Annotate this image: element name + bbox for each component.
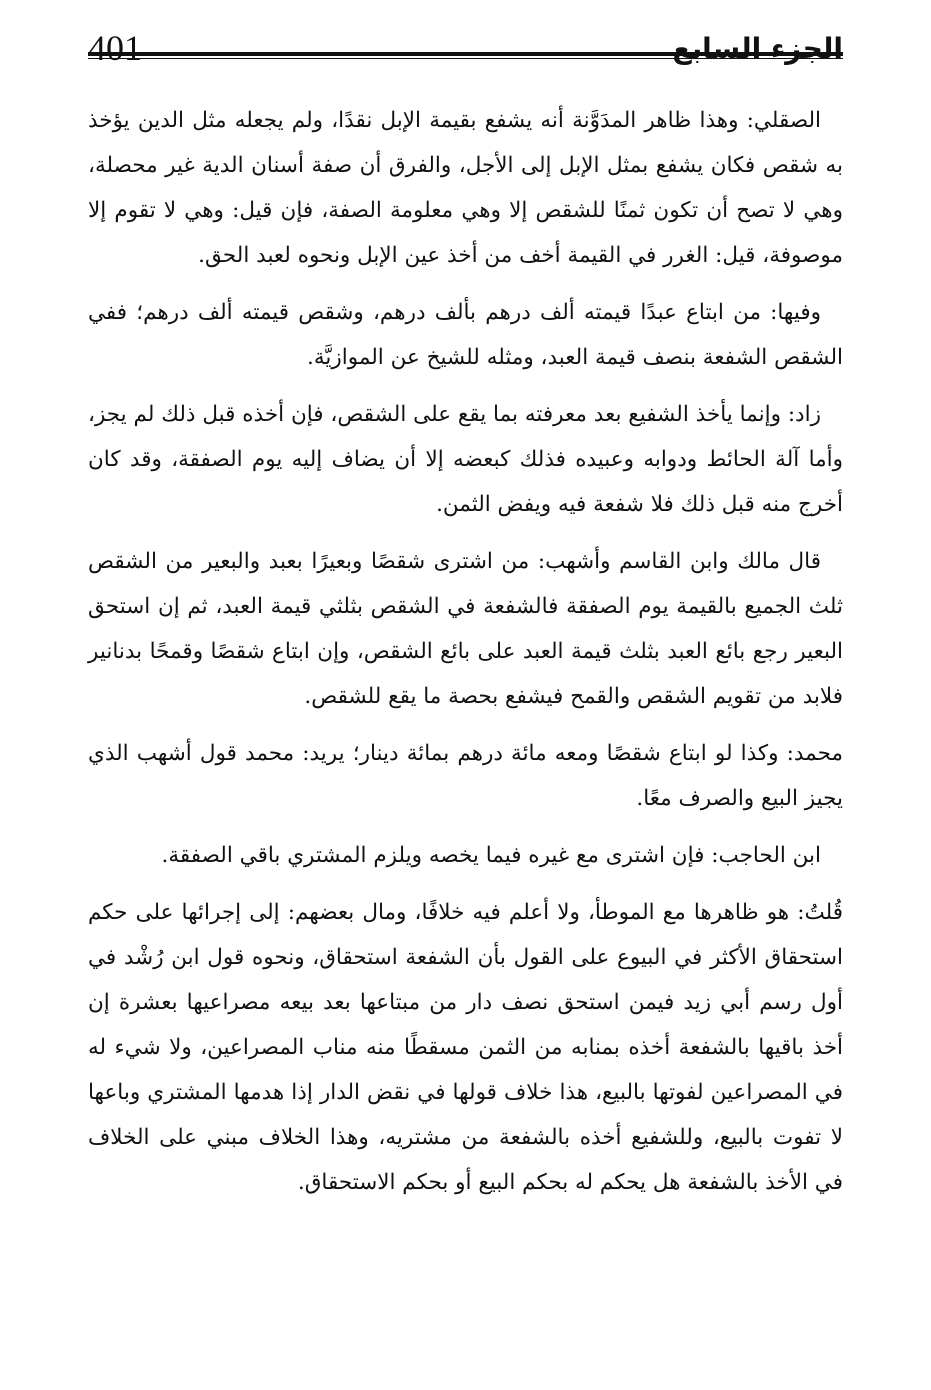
paragraph-4: قال مالك وابن القاسم وأشهب: من اشترى شقصًا وبعيرًا بعبد والبعير من الشقص ثلث الجميع بالقيمة يوم الصفقة فالشفعة في الشقص بثلثي قيمة العبد، ثم إن استحق البعير رجع بائع العبد بثلث قيمة العبد على بائع الشقص، وإن ابتاع شقصًا وقمحًا بدنانير فلابد من تقويم الشقص والقمح فيشفع بحصة ما يقع للشقص. [88,549,843,709]
paragraph-5: محمد: وكذا لو ابتاع شقصًا ومعه مائة درهم بمائة دينار؛ يريد: محمد قول أشهب الذي يجيز البيع والصرف معًا. [88,741,843,811]
section-title: الجزء السابع [672,32,843,65]
paragraph-6: ابن الحاجب: فإن اشترى مع غيره فيما يخصه ويلزم المشتري باقي الصفقة. [161,843,821,868]
body-text [88,98,843,1217]
paragraph-1: الصقلي: وهذا ظاهر المدَوَّنة أنه يشفع بقيمة الإبل نقدًا، ولم يجعله مثل الدين يؤخذ به شقص فكان يشفع بمثل الإبل إلى الأجل، والفرق أن صفة أسنان الدية غير محصلة، وهي لا تصح أن تكون ثمنًا للشقص إلا وهي معلومة الصفة، فإن قيل: وهي لا تقوم إلا موصوفة، قيل: الغرر في القيمة أخف من أخذ عين الإبل ونحوه لعبد الحق. [88,108,843,268]
header-divider [88,52,843,59]
paragraph-2: وفيها: من ابتاع عبدًا قيمته ألف درهم بألف درهم، وشقص قيمته ألف درهم؛ ففي الشقص الشفعة بنصف قيمة العبد، ومثله للشيخ عن الموازيَّة. [88,300,843,370]
paragraph-3: زاد: وإنما يأخذ الشفيع بعد معرفته بما يقع على الشقص، فإن أخذه قبل ذلك لم يجز، وأما آلة الحائط ودوابه وعبيده فذلك كبعضه إلا أن يضاف إليه يوم الصفقة، وقد كان أخرج منه قبل ذلك فلا شفعة فيه ويفض الثمن. [88,402,843,517]
paragraph-7: قُلتُ: هو ظاهرها مع الموطأ، ولا أعلم فيه خلافًا، ومال بعضهم: إلى إجرائها على حكم استحقاق الأكثر في البيوع على القول بأن الشفعة استحقاق، ونحوه قول ابن رُشْد في أول رسم أبي زيد فيمن استحق نصف دار من مبتاعها بعد بيعه مصراعيها بعشرة إن أخذ باقيها بالشفعة أخذه بمنابه من الثمن مسقطًا منه مناب المصراعين، ولا شيء له في المصراعين لفوتها بالبيع، هذا خلاف قولها في نقض الدار إذا هدمها المشتري وباعها لا تفوت بالبيع، وللشفيع أخذه بالشفعة من مشتريه، وهذا الخلاف مبني على الخلاف في الأخذ بالشفعة هل يحكم له بحكم البيع أو بحكم الاستحقاق. [88,900,843,1195]
page-number: 401 [88,28,142,68]
